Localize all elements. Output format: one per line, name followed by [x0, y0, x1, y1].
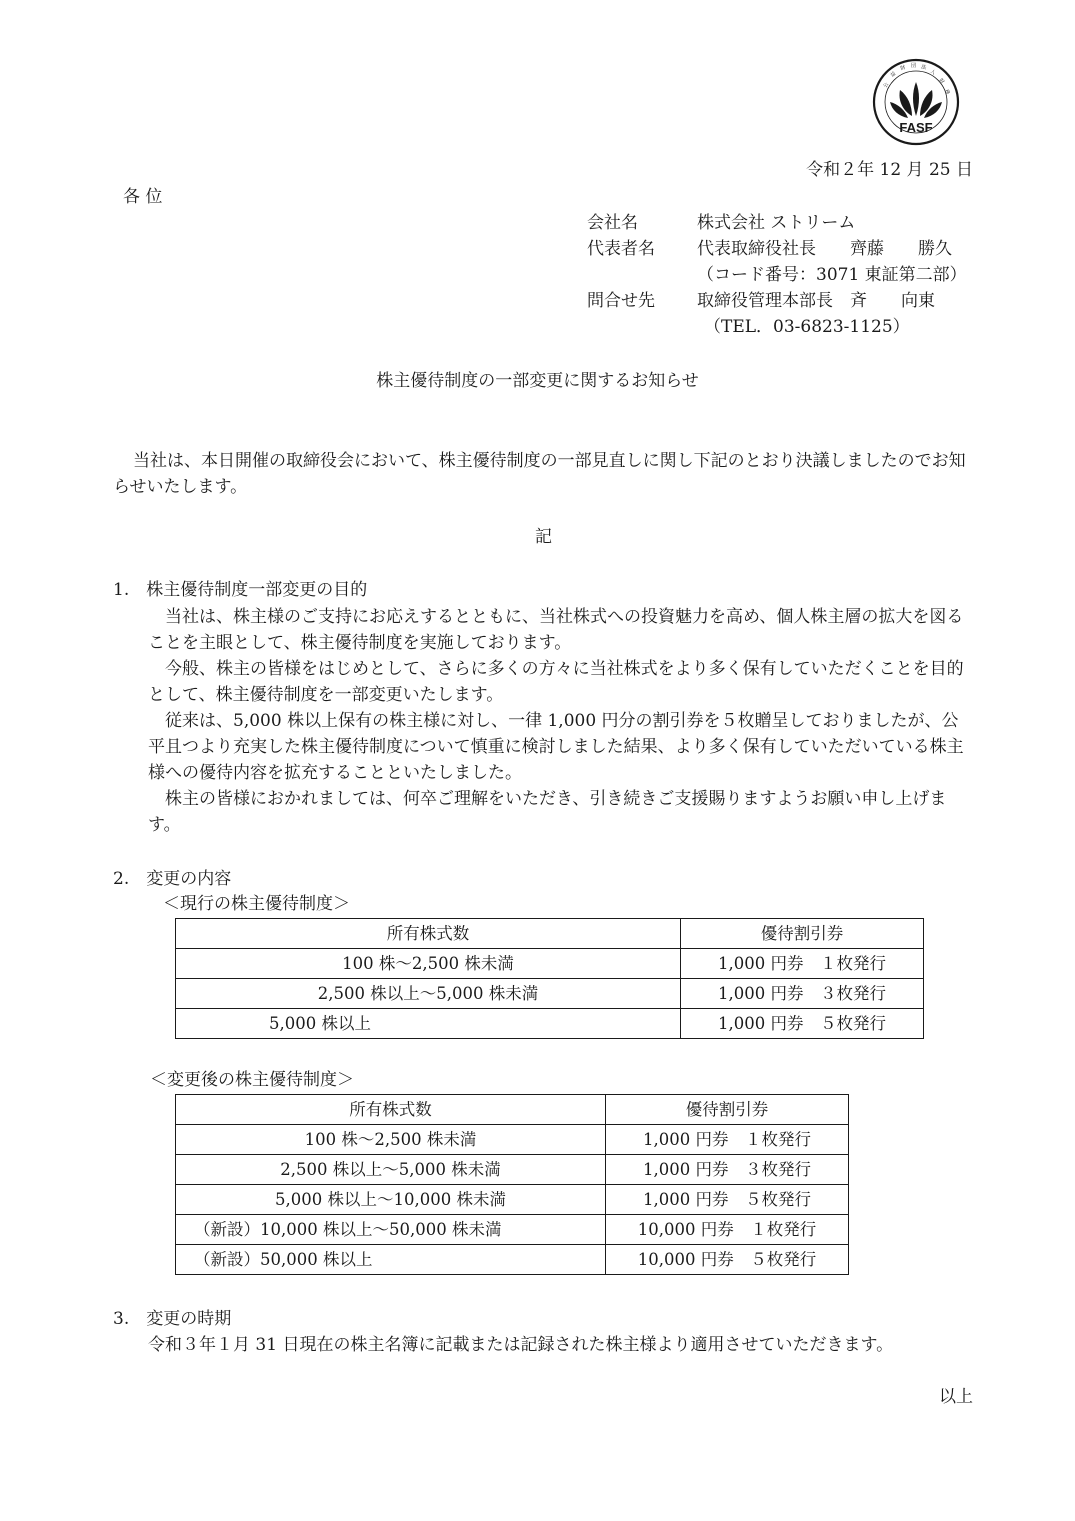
document-title: 株主優待制度の一部変更に関するお知らせ	[376, 371, 699, 391]
section1-body	[148, 604, 974, 838]
new-plan-caption: ＜変更後の株主優待制度＞	[150, 1070, 354, 1090]
coupon-cell: 1,000 円券 ３枚発行	[606, 1155, 849, 1185]
table-row	[176, 1185, 849, 1215]
table-header-row	[176, 919, 924, 949]
shares-cell: 2,500 株以上～5,000 株未満	[176, 979, 681, 1009]
shares-cell: 100 株～2,500 株未満	[176, 1125, 606, 1155]
header-shares: 所有株式数	[176, 1095, 606, 1125]
representative-value: 代表取締役社長 齊藤 勝久	[697, 239, 952, 259]
ki-marker: 記	[535, 527, 552, 547]
coupon-cell: 10,000 円券 ５枚発行	[606, 1245, 849, 1275]
stock-code: （コード番号：3071 東証第二部）	[697, 265, 967, 285]
coupon-cell: 10,000 円券 １枚発行	[606, 1215, 849, 1245]
section3-heading: 3. 変更の時期	[113, 1309, 232, 1329]
coupon-cell: 1,000 円券 １枚発行	[606, 1125, 849, 1155]
svg-text:財: 財	[899, 64, 907, 72]
header-coupon: 優待割引券	[606, 1095, 849, 1125]
table-header-row	[176, 1095, 849, 1125]
section2-heading: 2. 変更の内容	[113, 869, 232, 889]
header-shares: 所有株式数	[176, 919, 681, 949]
svg-text:人: 人	[928, 68, 937, 77]
svg-text:務: 務	[943, 88, 951, 96]
svg-text:法: 法	[920, 64, 927, 72]
section3-body: 令和３年１月 31 日現在の株主名簿に記載または記録された株主様より適用させていただきます。	[148, 1335, 894, 1355]
contact-tel: （TEL．03-6823-1125）	[704, 317, 910, 337]
new-plan-table	[175, 1094, 849, 1275]
table-row	[176, 1125, 849, 1155]
coupon-cell: 1,000 円券 ５枚発行	[606, 1185, 849, 1215]
section1-paragraph: 当社は、株主様のご支持にお応えするとともに、当社株式への投資魅力を高め、個人株主層の拡大を図ることを主眼として、株主優待制度を実施しております。	[148, 607, 964, 653]
table-row	[176, 949, 924, 979]
shares-cell: 2,500 株以上～5,000 株未満	[176, 1155, 606, 1185]
shares-cell: （新設）50,000 株以上	[176, 1245, 606, 1275]
intro-paragraph: 当社は、本日開催の取締役会において、株主優待制度の一部見直しに関し下記のとおり決議しましたのでお知らせいたします。	[113, 451, 966, 497]
coupon-cell: 1,000 円券 ５枚発行	[681, 1009, 924, 1039]
shares-cell: 5,000 株以上	[176, 1009, 681, 1039]
header-coupon: 優待割引券	[681, 919, 924, 949]
closing-word: 以上	[939, 1387, 973, 1407]
table-row	[176, 979, 924, 1009]
svg-text:団: 団	[911, 63, 917, 69]
coupon-cell: 1,000 円券 １枚発行	[681, 949, 924, 979]
svg-text:公: 公	[882, 81, 891, 89]
table-row	[176, 1245, 849, 1275]
document-date: 令和２年 12 月 25 日	[806, 160, 973, 180]
section1-heading: 1. 株主優待制度一部変更の目的	[113, 580, 368, 600]
company-name-value: 株式会社 ストリーム	[697, 213, 856, 233]
section1-paragraph: 株主の皆様におかれましては、何卒ご理解をいただき、引き続きご支援賜りますようお願い申し上げます。	[148, 789, 947, 835]
shares-cell: 100 株～2,500 株未満	[176, 949, 681, 979]
table-row	[176, 1155, 849, 1185]
logo-text: FASF	[899, 120, 933, 135]
svg-text:財: 財	[937, 77, 946, 86]
shares-cell: （新設）10,000 株以上～50,000 株未満	[176, 1215, 606, 1245]
representative-label: 代表者名	[587, 239, 655, 259]
table-row	[176, 1009, 924, 1039]
coupon-cell: 1,000 円券 ３枚発行	[681, 979, 924, 1009]
svg-text:益: 益	[889, 70, 898, 79]
contact-value: 取締役管理本部長 斉 向東	[697, 291, 935, 311]
section1-paragraph: 今般、株主の皆様をはじめとして、さらに多くの方々に当社株式をより多く保有していただくことを目的として、株主優待制度を一部変更いたします。	[148, 659, 964, 705]
current-plan-table	[175, 918, 924, 1039]
section1-paragraph: 従来は、5,000 株以上保有の株主様に対し、一律 1,000 円分の割引券を５枚贈呈しておりましたが、公平且つより充実した株主優待制度について慎重に検討しました結果、より多く保有していただいている株主様への優待内容を拡充することといたしました。	[148, 711, 964, 783]
addressee: 各 位	[123, 187, 163, 207]
fasf-seal-logo	[872, 58, 960, 146]
company-name-label: 会社名	[587, 213, 638, 233]
contact-label: 問合せ先	[587, 291, 655, 311]
current-plan-caption: ＜現行の株主優待制度＞	[163, 894, 350, 914]
shares-cell: 5,000 株以上～10,000 株未満	[176, 1185, 606, 1215]
table-row	[176, 1215, 849, 1245]
